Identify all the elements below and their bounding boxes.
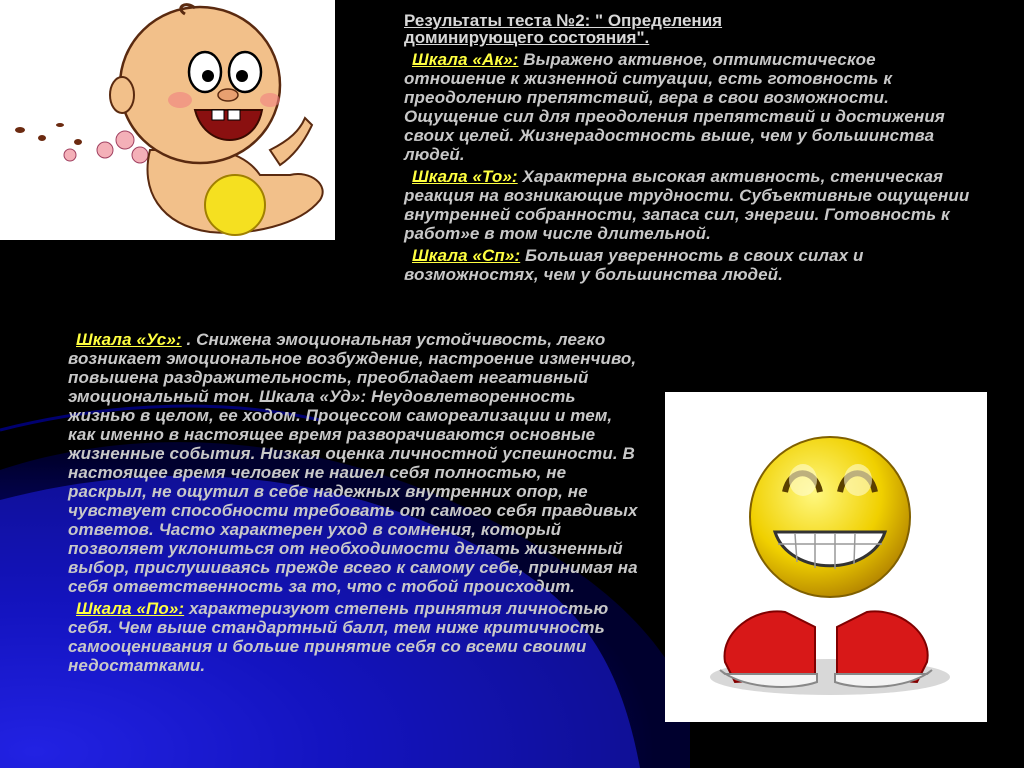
top-text-block [404, 50, 979, 284]
paragraph-text-to: Характерна высокая активность, стеническая реакция на возникающие трудности. Субъективные ощущении внутренней собранности, запаса сил, энергии. Готовность к работ»е в том числе длительной. [404, 167, 970, 243]
paragraph-text-us: . Снижена эмоциональная устойчивость, легко возникает эмоциональное возбуждение, настроение изменчиво, повышена раздражительность, преобладает негативный эмоциональный тон. Шкала «Уд»: Неудовлетворенность жизнью в целом, ее ходом. Процессом самореализации и тем, как именно в настоящее время разворачиваются основные жизненные события. Низкая оценка личностной успешности. В настоящее время человек не нашел себя полностью, не раскрыл, не ощутил в себе надежных внутренних опор, не чувствует способности требовать от самого себя правдивых ответов. Часто характерен уход в сомнения, который позволяет уклониться от необходимости делать жизненный выбор, прислушиваясь прежде всего к самому себе, принимая на себя ответственность за то, что с тобой происходит. [68, 330, 638, 596]
paragraph-text-po: характеризуют степень принятия личностью себя. Чем выше стандартный балл, тем ниже критичность самооценивания и больше принятие себя со всеми своими недостатками. [68, 599, 609, 675]
smiley-sneakers-image [665, 392, 987, 722]
scale-label-sp: Шкала «Сп»: [412, 246, 521, 265]
paragraph-to [404, 167, 979, 243]
paragraph-po [68, 599, 638, 675]
slide-title: Результаты теста №2: " Определения доминирующего состояния". [404, 11, 723, 47]
scale-label-us: Шкала «Ус»: [76, 330, 182, 349]
paragraph-ak [404, 50, 979, 164]
baby-cartoon-image [0, 0, 335, 240]
paragraph-text-sp: Большая уверенность в своих силах и возможностях, чем у большинства людей. [404, 246, 864, 284]
bottom-text-block [68, 330, 638, 675]
paragraph-sp [404, 246, 979, 284]
smiley-illustration [665, 392, 987, 722]
scale-label-ak: Шкала «Ак»: [412, 50, 519, 69]
scale-label-to: Шкала «То»: [412, 167, 518, 186]
scale-label-po: Шкала «По»: [76, 599, 185, 618]
paragraph-us [68, 330, 638, 596]
baby-illustration [0, 0, 335, 240]
paragraph-text-ak: Выражено активное, оптимистическое отношение к жизненной ситуации, есть готовность к преодолению препятствий, вера в свои возможности. Ощущение сил для преодоления препятствий и достижения своих целей. Жизнерадостность выше, чем у большинства людей. [404, 50, 945, 164]
